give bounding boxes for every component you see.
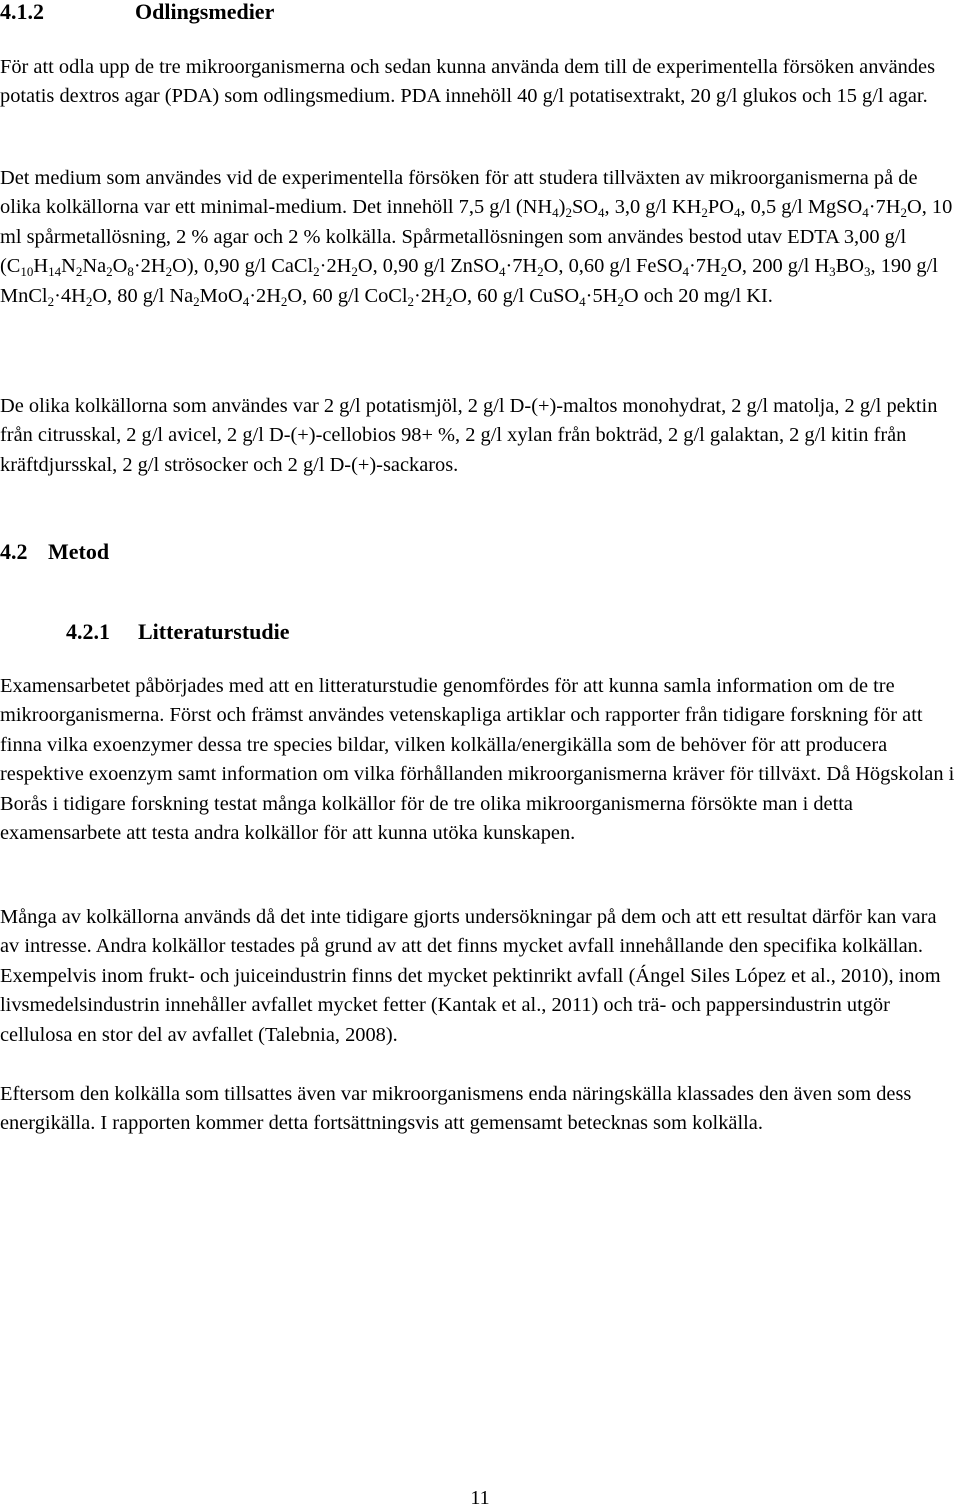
chemical-formula: $CoCl_2\cdot 2H_2O$ <box>364 284 467 309</box>
paragraph-energy-source: Eftersom den kolkälla som tillsattes även var mikroorganismens enda näringskälla klassades den även som dess energikälla. I rapporten kommer detta fortsättningsvis att gemensamt betecknas som kolkälla. <box>0 1083 912 1135</box>
chemical-formula: $MnCl_2\cdot 4H_2O$ <box>0 284 108 309</box>
chemical-formula: $H_3BO_3$ <box>814 255 871 280</box>
text-run: , 190 g/l <box>870 255 938 278</box>
paragraph-carbon-sources: De olika kolkällorna som användes var 2 g/l potatismjöl, 2 g/l D-(+)-maltos monohydrat, 2 g/l matolja, 2 g/l pektin från citrusskal, 2 g/l avicel, 2 g/l D-(+)-cellobios 98+ %, 2 g/l xylan från bokträd, 2 g/l galaktan, 2 g/l kitin från kräftdjursskal, 2 g/l strösocker och 2 g/l D-(+)-sackaros. <box>0 395 938 476</box>
text-run: , 0,90 g/l <box>372 255 451 278</box>
paragraph-carbon-source-choice: Många av kolkällorna används då det inte tidigare gjorts undersökningar på dem och att ett resultat därför kan vara av intresse. Andra kolkällor testades på grund av att det finns mycket avfall innehållande den specifika kolkällan. Exempelvis inom frukt- och juiceindustrin finns det mycket pektinrikt avfall (Ángel Siles López et al., 2010), inom livsmedelsindustrin innehåller avfallet mycket fetter (Kantak et al., 2011) och trä- och pappersindustrin utgör cellulosa en stor del av avfallet (Talebnia, 2008). <box>0 906 941 1046</box>
chemical-formula: $(NH_4)_2SO_4$ <box>515 196 605 221</box>
text-run: och 20 mg/l KI. <box>638 284 773 307</box>
chemical-formula: $CaCl_2\cdot 2H_2O$ <box>271 255 373 280</box>
text-run: , 10 ml spårmetallösning, 2 % agar och 2 % kolkälla. Spårmetallösningen som användes bestod utav EDTA 3,00 g/l <box>0 196 953 248</box>
section-number: 4.2.1 <box>66 619 110 644</box>
section-title: Metod <box>48 539 110 564</box>
chemical-formula: $(C_{10}H_{14}N_2Na_2O_8\cdot 2H_2O)$ <box>0 255 194 280</box>
text-run: , 0,90 g/l <box>193 255 272 278</box>
chemical-formula: $FeSO_4\cdot 7H_2O$ <box>636 255 742 280</box>
section-heading-4-2 <box>0 539 109 565</box>
chemical-formula: $ZnSO_4\cdot 7H_2O$ <box>450 255 559 280</box>
chemical-formula: $Na_2MoO_4\cdot 2H_2O$ <box>169 284 303 309</box>
section-heading-4-1-2 <box>0 0 274 25</box>
paragraph-minimal-medium <box>0 164 956 311</box>
text-run: , 80 g/l <box>107 284 170 307</box>
section-number: 4.2 <box>0 539 28 564</box>
chemical-formula: $CuSO_4\cdot 5H_2O$ <box>529 284 639 309</box>
text-run: , 200 g/l <box>741 255 815 278</box>
text-run: , 0,5 g/l <box>740 196 808 219</box>
paragraph-literature-study: Examensarbetet påbörjades med att en litteraturstudie genomfördes för att kunna samla information om de tre mikroorganismerna. Först och främst användes vetenskapliga artiklar och rapporter från tidigare forskning för att finna vilka exoenzymer dessa tre species bildar, vilken kolkälla/energikälla som de behöver för att producera respektive exoenzym samt information om vilka förhållanden mikroorganismerna kräver för tillväxt. Då Högskolan i Borås i tidigare forskning testat många kolkällor för de tre olika mikroorganismerna försökte man i detta examensarbete att testa andra kolkällor för att kunna utöka kunskapen. <box>0 675 955 845</box>
chemical-formula: $MgSO_4\cdot 7H_2O$ <box>807 196 922 221</box>
chemical-formula: $KH_2PO_4$ <box>671 196 741 221</box>
text-run: , 60 g/l <box>302 284 365 307</box>
page-number: 11 <box>470 1487 490 1509</box>
paragraph-pda-medium: För att odla upp de tre mikroorganismerna och sedan kunna använda dem till de experimentella försöken användes potatis dextros agar (PDA) som odlingsmedium. PDA innehöll 40 g/l potatisextrakt, 20 g/l glukos och 15 g/l agar. <box>0 56 936 108</box>
section-title: Litteraturstudie <box>138 619 290 644</box>
text-run: , 3,0 g/l <box>604 196 672 219</box>
text-run: Det medium som användes vid de experimentella försöken för att studera tillväxten av mikroorganismerna på de olika kolkällorna var ett minimal-medium. Det innehöll 7,5 g/l <box>0 167 918 219</box>
text-run: , 60 g/l <box>466 284 530 307</box>
section-number: 4.1.2 <box>0 0 44 24</box>
text-run: , 0,60 g/l <box>558 255 636 278</box>
section-heading-4-2-1 <box>66 619 290 645</box>
section-title: Odlingsmedier <box>135 0 275 24</box>
